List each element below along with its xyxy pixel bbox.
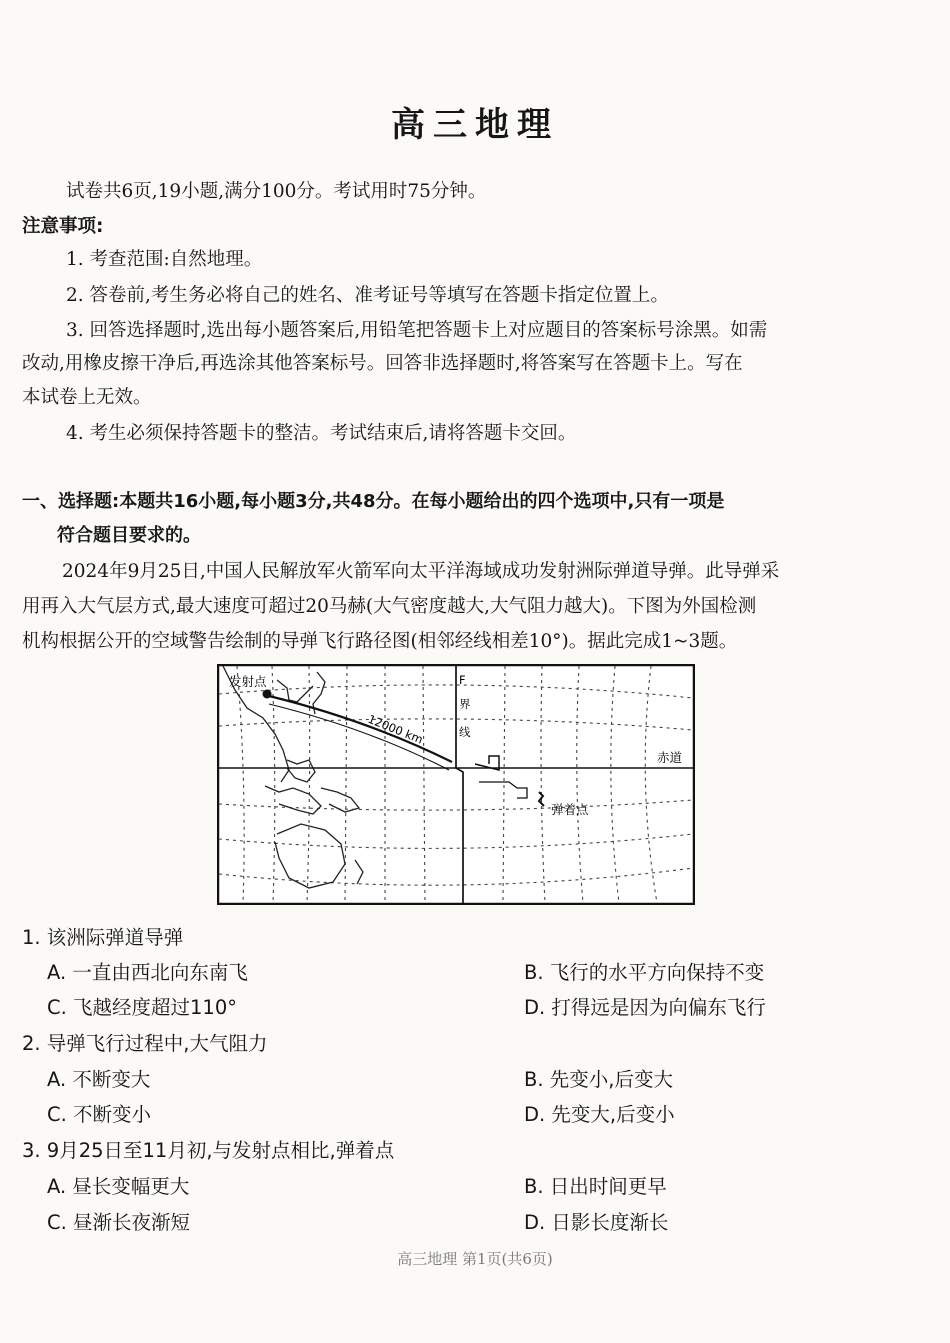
passage-line-3: 机构根据公开的空域警告绘制的导弹飞行路径图(相邻经线相差10°)。据此完成1~3题。 xyxy=(22,631,738,652)
question-1-option-d: D. 打得远是因为向偏东飞行 xyxy=(524,996,766,1019)
notes-item-3-line-3: 本试卷上无效。 xyxy=(22,387,152,408)
missile-path-map xyxy=(217,664,695,905)
question-2-option-a: A. 不断变大 xyxy=(47,1068,151,1091)
launch-point-label: 发射点 xyxy=(229,674,267,689)
section-heading-line-1: 一、选择题:本题共16小题,每小题3分,共48分。在每小题给出的四个选项中,只有一项是 xyxy=(22,491,725,512)
question-2-option-b: B. 先变小,后变大 xyxy=(524,1068,673,1091)
question-1-option-c: C. 飞越经度超过110° xyxy=(47,996,237,1019)
question-3-option-b: B. 日出时间更早 xyxy=(524,1175,667,1198)
question-2-option-d: D. 先变大,后变小 xyxy=(524,1103,675,1126)
question-1-option-b: B. 飞行的水平方向保持不变 xyxy=(524,961,765,984)
date-line-label-xian: 线 xyxy=(459,725,471,739)
notes-item-1: 1. 考查范围:自然地理。 xyxy=(66,249,263,270)
equator-label: 赤道 xyxy=(657,750,683,765)
date-line-label-jie: 界 xyxy=(459,697,471,711)
notes-item-4: 4. 考生必须保持答题卡的整洁。考试结束后,请将答题卡交回。 xyxy=(66,423,577,444)
impact-point-label: 弹着点 xyxy=(551,802,589,817)
question-1-option-a: A. 一直由西北向东南飞 xyxy=(47,961,248,984)
passage-line-1: 2024年9月25日,中国人民解放军火箭军向太平洋海域成功发射洲际弹道导弹。此导弹采 xyxy=(62,561,780,582)
notes-item-2: 2. 答卷前,考生务必将自己的姓名、准考证号等填写在答题卡指定位置上。 xyxy=(66,285,669,306)
distance-label: 12000 km xyxy=(365,711,425,747)
exam-intro: 试卷共6页,19小题,满分100分。考试用时75分钟。 xyxy=(66,181,487,202)
page-footer: 高三地理 第1页(共6页) xyxy=(397,1250,553,1268)
question-3-option-c: C. 昼渐长夜渐短 xyxy=(47,1211,191,1234)
notes-item-3-line-2: 改动,用橡皮擦干净后,再选涂其他答案标号。回答非选择题时,将答案写在答题卡上。写在 xyxy=(22,353,743,374)
passage-line-2: 用再入大气层方式,最大速度可超过20马赫(大气密度越大,大气阻力越大)。下图为外国检测 xyxy=(22,596,757,617)
notes-item-3-line-1: 3. 回答选择题时,选出每小题答案后,用铅笔把答题卡上对应题目的答案标号涂黑。如需 xyxy=(66,320,768,341)
page-title: 高三地理 xyxy=(391,105,559,145)
launch-point-marker xyxy=(263,690,272,699)
date-line-label-f: F xyxy=(459,673,466,687)
question-2-option-c: C. 不断变小 xyxy=(47,1103,152,1126)
question-3-option-a: A. 昼长变幅更大 xyxy=(47,1175,190,1198)
section-heading-line-2: 符合题目要求的。 xyxy=(57,525,201,546)
question-1-stem: 1. 该洲际弹道导弹 xyxy=(22,926,184,949)
question-3-option-d: D. 日影长度渐长 xyxy=(524,1211,669,1234)
question-2-stem: 2. 导弹飞行过程中,大气阻力 xyxy=(22,1032,268,1055)
question-3-stem: 3. 9月25日至11月初,与发射点相比,弹着点 xyxy=(22,1139,395,1162)
notes-heading: 注意事项: xyxy=(22,216,104,237)
